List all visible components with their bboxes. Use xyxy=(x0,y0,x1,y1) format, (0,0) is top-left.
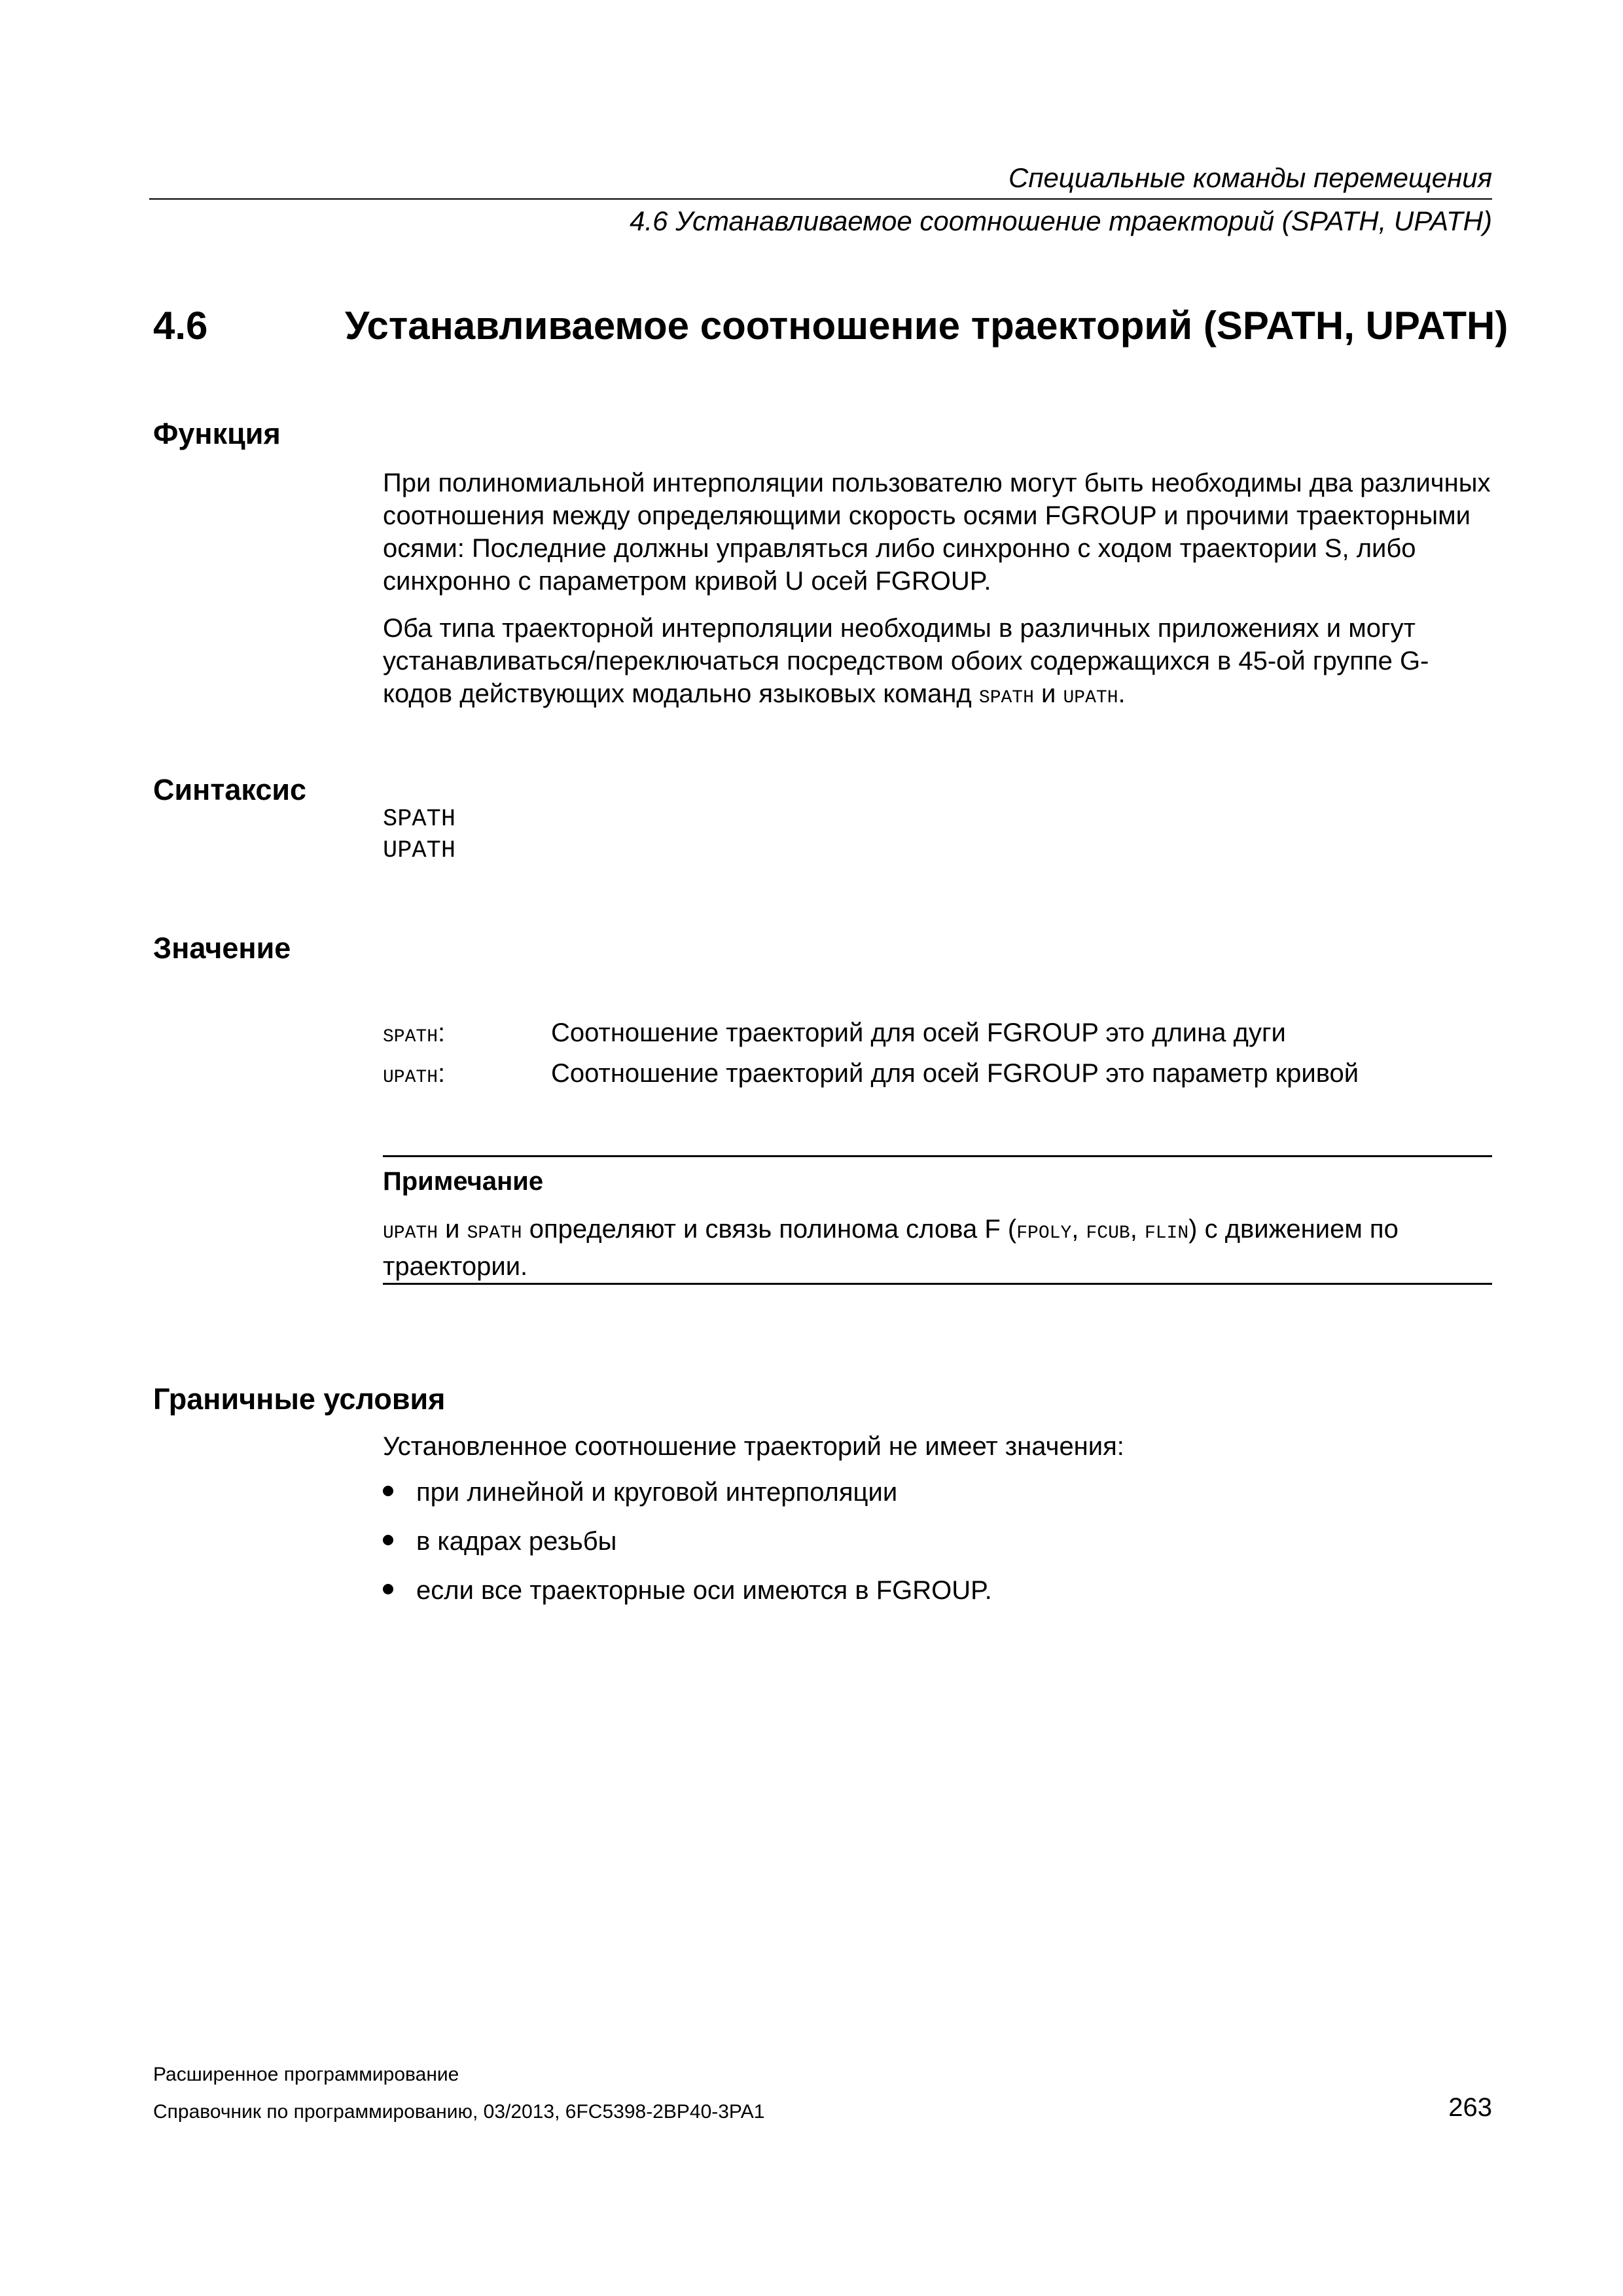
function-p2-end: . xyxy=(1118,679,1126,708)
note-keyword-flin: FLIN xyxy=(1144,1223,1189,1244)
footer-book-title: Расширенное программирование xyxy=(153,2064,459,2085)
meaning-colon: : xyxy=(438,1059,446,1088)
note-keyword-spath: SPATH xyxy=(467,1223,522,1244)
note-text-2: ) с движением по траектории. xyxy=(383,1215,1399,1281)
note-keyword-fpoly: FPOLY xyxy=(1016,1223,1072,1244)
list-item xyxy=(383,1576,992,1605)
function-p2-and: и xyxy=(1033,679,1063,708)
function-p2-text: Оба типа траекторной интерполяции необходимы в различных приложениях и могут устанавливаться/переключаться посредством обоих содержащихся в 45-ой группе G-кодов действующих модально языковых команд xyxy=(383,614,1429,708)
meaning-keyword: SPATH xyxy=(383,1027,438,1047)
syntax-line-spath: SPATH xyxy=(383,806,456,833)
list-item xyxy=(383,1478,897,1507)
bullet-icon xyxy=(383,1584,393,1594)
list-item-text: если все траекторные оси имеются в FGROUP. xyxy=(416,1576,992,1605)
note-top-rule xyxy=(383,1155,1492,1157)
conditions-intro: Установленное соотношение траекторий не имеет значения: xyxy=(383,1432,1124,1461)
bullet-icon xyxy=(383,1535,393,1545)
note-keyword-upath: UPATH xyxy=(383,1223,438,1244)
list-item-text: в кадрах резьбы xyxy=(416,1527,617,1556)
heading-function: Функция xyxy=(153,417,281,450)
note-and: и xyxy=(438,1215,467,1244)
meaning-row-keyword xyxy=(383,1018,445,1048)
keyword-spath: SPATH xyxy=(978,688,1034,708)
note-title: Примечание xyxy=(383,1167,544,1196)
note-text xyxy=(383,1213,1495,1283)
footer-book-reference: Справочник по программированию, 03/2013, 6FC5398-2BP40-3PA1 xyxy=(153,2101,765,2123)
heading-syntax: Синтаксис xyxy=(153,773,307,806)
note-sep: , xyxy=(1130,1215,1145,1244)
running-header-section: 4.6 Устанавливаемое соотношение траекторий (SPATH, UPATH) xyxy=(630,206,1492,236)
section-title: Устанавливаемое соотношение траекторий (SPATH, UPATH) xyxy=(345,304,1508,348)
syntax-line-upath: UPATH xyxy=(383,837,456,865)
function-body xyxy=(383,467,1495,715)
note-keyword-fcub: FCUB xyxy=(1086,1223,1130,1244)
meaning-colon: : xyxy=(438,1018,446,1047)
function-paragraph-2 xyxy=(383,612,1495,715)
meaning-row-keyword xyxy=(383,1059,445,1088)
keyword-upath: UPATH xyxy=(1063,688,1118,708)
heading-meaning: Значение xyxy=(153,931,291,965)
bullet-icon xyxy=(383,1486,393,1496)
section-number: 4.6 xyxy=(153,304,208,348)
meaning-row-description: Соотношение траекторий для осей FGROUP это параметр кривой xyxy=(551,1059,1359,1088)
running-header-chapter: Специальные команды перемещения xyxy=(1008,162,1492,193)
meaning-row-description: Соотношение траекторий для осей FGROUP это длина дуги xyxy=(551,1018,1286,1047)
meaning-keyword: UPATH xyxy=(383,1067,438,1088)
heading-boundary-conditions: Граничные условия xyxy=(153,1382,446,1416)
note-bottom-rule xyxy=(383,1283,1492,1285)
page-number: 263 xyxy=(1448,2093,1492,2122)
header-divider xyxy=(149,198,1492,200)
note-sep: , xyxy=(1071,1215,1086,1244)
list-item xyxy=(383,1527,616,1556)
function-paragraph-1: При полиномиальной интерполяции пользователю могут быть необходимы два различных соотношения между определяющими скорость осями FGROUP и прочими траекторными осями: Последние должны управляться либо синхронно с ходом траектории S, либо синхронно с параметром кривой U осей FGROUP. xyxy=(383,469,1491,596)
list-item-text: при линейной и круговой интерполяции xyxy=(416,1478,898,1507)
note-text-1: определяют и связь полинома слова F ( xyxy=(522,1215,1017,1244)
